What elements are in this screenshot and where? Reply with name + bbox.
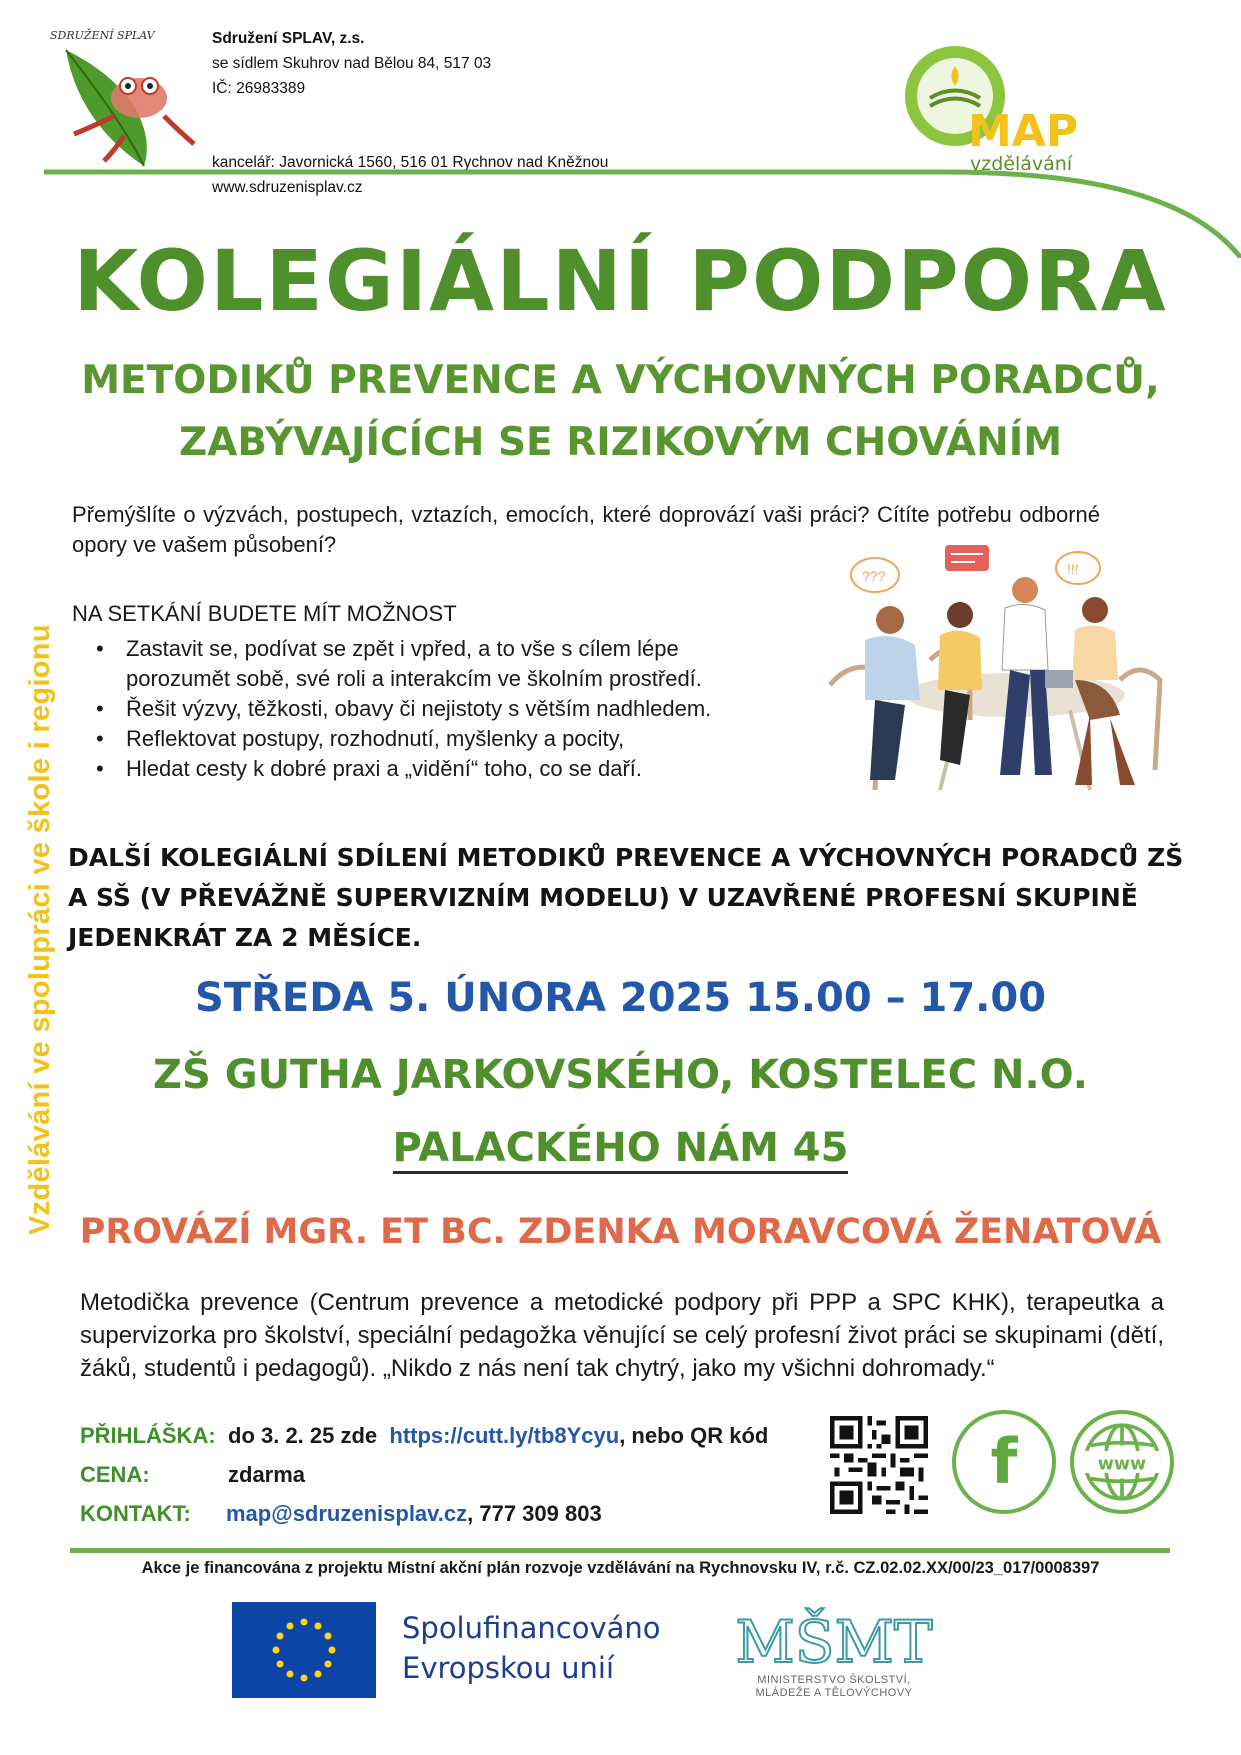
sharing-description: DALŠÍ KOLEGIÁLNÍ SDÍLENÍ METODIKŮ PREVENCE A VÝCHOVNÝCH PORADCŮ ZŠ A SŠ (V PŘEVÁŽNĚ SUPERVIZNÍM MODELU) V UZAVŘENÉ PROFESNÍ SKUPINĚ JEDENKRÁT ZA 2 MĚSÍCE.: [68, 843, 1184, 952]
price-row: [80, 1462, 305, 1488]
map-logo-title: MAP: [968, 106, 1079, 157]
signup-deadline: do 3. 2. 25 zde: [228, 1423, 378, 1448]
event-date-time: STŘEDA 5. ÚNORA 2025 15.00 – 17.00: [194, 975, 1047, 1021]
subtitle-line-1: METODIKŮ PREVENCE A VÝCHOVNÝCH PORADCŮ,: [81, 358, 1160, 403]
eu-line-2: Evropskou unií: [402, 1651, 615, 1685]
signup-link[interactable]: https://cutt.ly/tb8Ycyu: [389, 1423, 620, 1448]
presenter-bio: Metodička prevence (Centrum prevence a metodické podpory při PPP a SPC KHK), terapeutka a supervizorka pro školství, speciální pedagožka věnující se celý profesní život práci se skupinami (dětí, žáků, studentů i pedagogů). „Nikdo z nás není tak chytrý, jako my všichni dohromady.“: [80, 1289, 1164, 1382]
org-ico: IČ: 26983389: [212, 80, 306, 97]
footer-divider: [70, 1548, 1170, 1553]
www-label: www: [1097, 1454, 1147, 1475]
msmt-line-1: MINISTERSTVO ŠKOLSTVÍ,: [757, 1674, 911, 1686]
facebook-icon: f: [990, 1425, 1018, 1498]
event-address-row: [0, 1125, 1241, 1174]
splav-frog-logo: [44, 26, 204, 176]
price-value: zdarma: [228, 1462, 306, 1487]
msmt-caption: [724, 1674, 944, 1700]
event-address: PALACKÉHO NÁM 45: [393, 1125, 849, 1174]
map-logo-sub: vzdělávání: [970, 153, 1073, 175]
opportunity-heading: NA SETKÁNÍ BUDETE MÍT MOŽNOST: [72, 601, 457, 626]
intro-paragraph: Přemýšlíte o výzvách, postupech, vztazích, emocích, které doprovází vaši práci? Cítíte potřebu odborné opory ve vašem působení?: [72, 502, 1100, 557]
splav-logo-text: SDRUŽENÍ SPLAV: [50, 29, 155, 42]
msmt-monogram: MŠMT: [735, 1608, 933, 1676]
contact-label: KONTAKT:: [80, 1501, 191, 1526]
org-website[interactable]: www.sdruzenisplav.cz: [212, 179, 363, 196]
opportunity-list: [96, 634, 776, 784]
event-presenter: PROVÁZÍ MGR. ET BC. ZDENKA MORAVCOVÁ ŽENATOVÁ: [79, 1212, 1162, 1252]
vertical-side-text: Vzdělávání ve spolupráci ve škole i regionu: [24, 624, 56, 1235]
price-label: CENA:: [80, 1462, 150, 1487]
main-title: KOLEGIÁLNÍ PODPORA: [73, 232, 1168, 330]
eu-flag-icon: [232, 1602, 376, 1698]
contact-email[interactable]: map@sdruzenisplav.cz: [226, 1501, 468, 1526]
org-office: kancelář: Javornická 1560, 516 01 Rychnov nad Kněžnou: [212, 154, 609, 171]
facebook-button[interactable]: [952, 1410, 1056, 1514]
org-name: Sdružení SPLAV, z.s.: [212, 30, 365, 47]
map-logo: [900, 36, 1100, 176]
list-item: • Řešit výzvy, těžkosti, obavy či nejistoty s větším nadhledem.: [96, 694, 776, 724]
event-venue: ZŠ GUTHA JARKOVSKÉHO, KOSTELEC N.O.: [153, 1052, 1088, 1098]
qr-code-icon[interactable]: [830, 1416, 928, 1514]
contact-phone: , 777 309 803: [467, 1501, 602, 1526]
eu-cofunded-text: [402, 1608, 661, 1688]
list-item: • Zastavit se, podívat se zpět i vpřed, a to vše s cílem lépe porozumět sobě, své roli a interakcím ve školním prostředí.: [96, 634, 776, 694]
org-seat: se sídlem Skuhrov nad Bělou 84, 517 03: [212, 55, 492, 72]
website-button[interactable]: [1070, 1410, 1174, 1514]
www-globe-icon: [1076, 1416, 1168, 1508]
eu-line-1: Spolufinancováno: [402, 1611, 661, 1645]
bubble-exclaim-text: !!!: [1067, 561, 1079, 577]
signup-label: PŘIHLÁŠKA:: [80, 1423, 216, 1448]
signup-row: [80, 1423, 768, 1449]
msmt-line-2: MLÁDEŽE A TĚLOVÝCHOVY: [755, 1687, 913, 1699]
bubble-question-text: ???: [862, 568, 886, 584]
funding-note: Akce je financována z projektu Místní akční plán rozvoje vzdělávání na Rychnovsku IV, r.č. CZ.02.02.XX/00/23_017/0008397: [141, 1559, 1100, 1577]
meeting-illustration: [820, 540, 1170, 800]
signup-tail: , nebo QR kód: [619, 1423, 769, 1448]
contact-row: [80, 1501, 602, 1527]
subtitle-line-2: ZABÝVAJÍCÍCH SE RIZIKOVÝM CHOVÁNÍM: [178, 420, 1063, 465]
list-item: • Reflektovat postupy, rozhodnutí, myšlenky a pocity,: [96, 724, 776, 754]
list-item: • Hledat cesty k dobré praxi a „vidění“ toho, co se daří.: [96, 754, 776, 784]
